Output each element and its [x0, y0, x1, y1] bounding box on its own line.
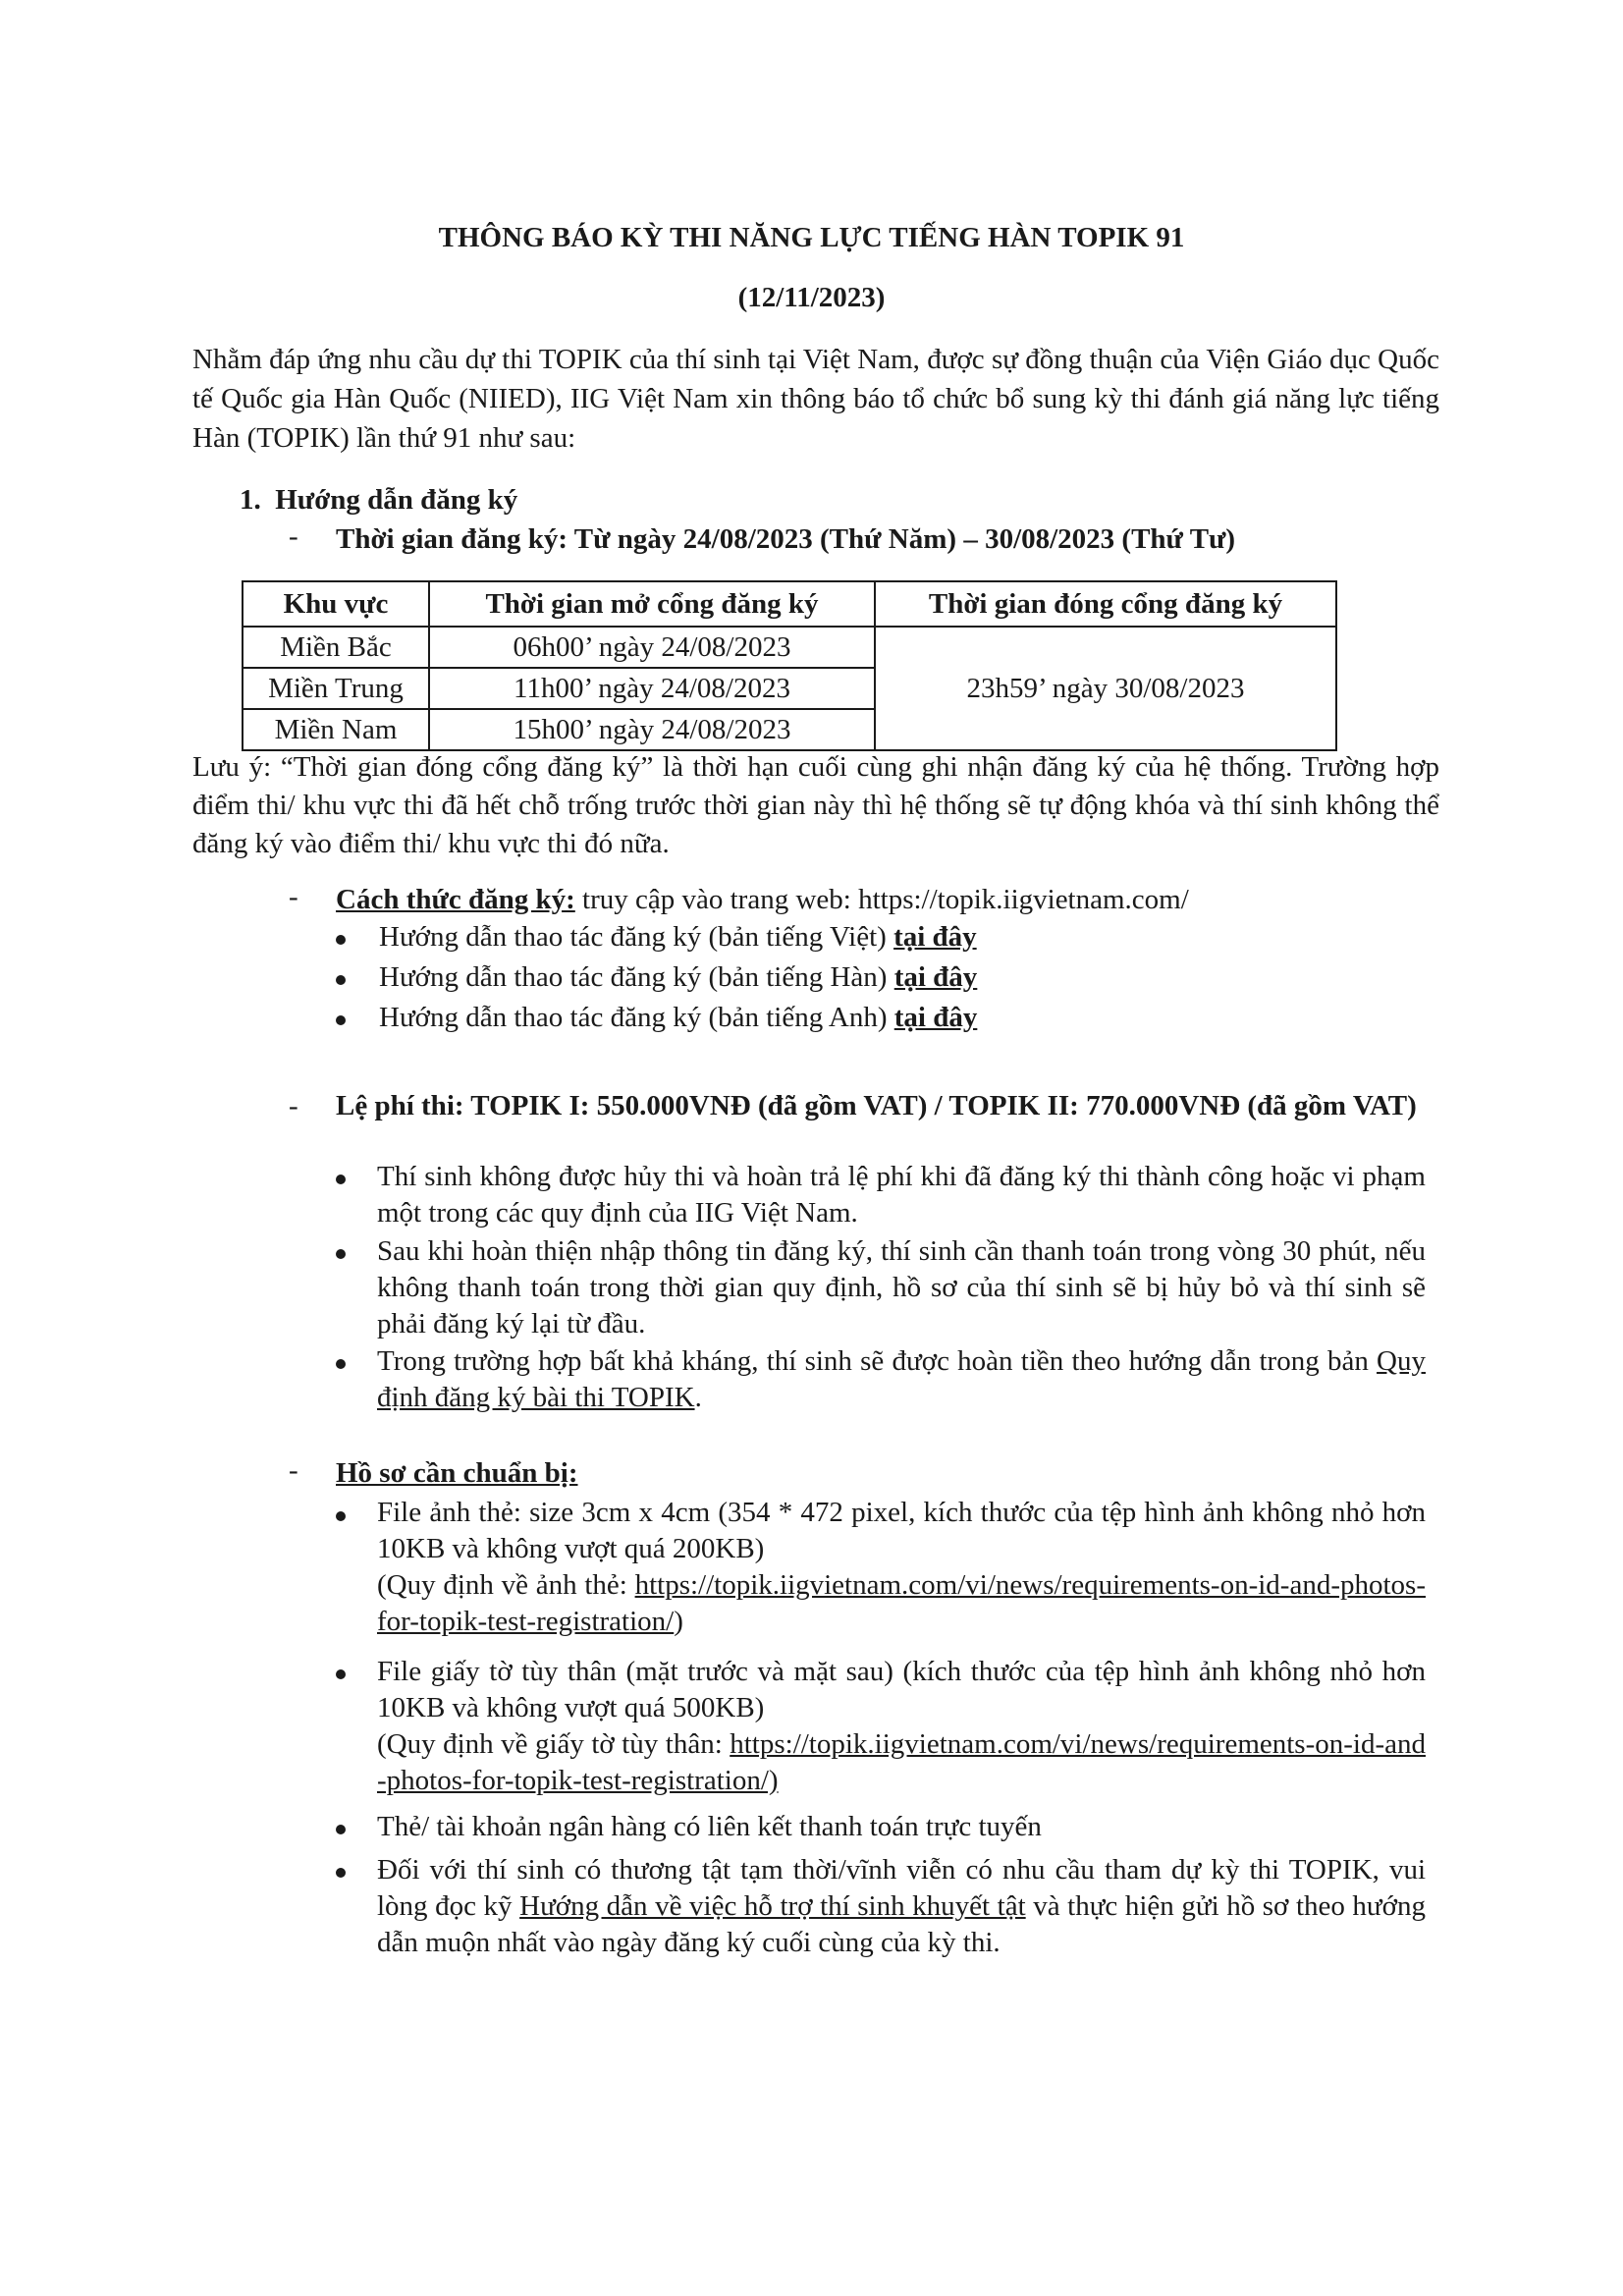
photo-item [377, 1495, 1426, 1640]
guide-item [379, 958, 977, 996]
disabled-support-item [377, 1852, 1426, 1961]
section-1-heading [240, 481, 517, 519]
disabled-guide-link[interactable]: Hướng dẫn về việc hỗ trợ thí sinh khuyết tật [519, 1890, 1026, 1922]
bullet-icon [336, 1825, 346, 1834]
section-number: 1. [240, 484, 261, 516]
guide-item [379, 999, 977, 1036]
table-header: Thời gian mở cổng đăng ký [429, 581, 875, 627]
refund-text: Trong trường hợp bất khả kháng, thí sinh sẽ được hoàn tiền theo hướng dẫn trong bản [377, 1345, 1378, 1377]
fee-item: Thí sinh không được hủy thi và hoàn trả lệ phí khi đã đăng ký thi thành công hoặc vi phạm một trong các quy định của IIG Việt Nam. [377, 1161, 1426, 1229]
bullet-icon [336, 1669, 346, 1679]
dash-marker: - [289, 1454, 298, 1486]
fee-item [377, 1343, 1426, 1416]
bullet-icon [336, 975, 346, 985]
documents-heading: Hồ sơ cần chuẩn bị: [336, 1457, 578, 1489]
registration-note: Lưu ý: “Thời gian đóng cổng đăng ký” là thời hạn cuối cùng ghi nhận đăng ký của hệ thống. Trường hợp điểm thi/ khu vực thi đã hết chỗ trống trước thời gian này thì hệ thống sẽ tự động khóa và thí sinh không thể đăng ký vào điểm thi/ khu vực thi đó nữa. [192, 751, 1439, 859]
intro-paragraph: Nhằm đáp ứng nhu cầu dự thi TOPIK của thí sinh tại Việt Nam, được sự đồng thuận của Viện Giáo dục Quốc tế Quốc gia Hàn Quốc (NIIED), IIG Việt Nam xin thông báo tổ chức bổ sung kỳ thi đánh giá năng lực tiếng Hàn (TOPIK) lần thứ 91 như sau: [192, 344, 1439, 454]
id-rule-text: (Quy định về giấy tờ tùy thân: [377, 1728, 730, 1760]
refund-rules-link[interactable]: Quy định đăng ký bài thi TOPIK [377, 1345, 1426, 1413]
photo-rule-link[interactable]: https://topik.iigvietnam.com/vi/news/requirements-on-id-and-photos-for-topik-test-registration/ [377, 1569, 1426, 1637]
method-text: truy cập vào trang web: https://topik.iigvietnam.com/ [574, 884, 1189, 915]
id-requirement: File giấy tờ tùy thân (mặt trước và mặt sau) (kích thước của tệp hình ảnh không nhỏ hơn 10KB và không vượt quá 500KB) [377, 1656, 1426, 1723]
table-header: Khu vực [243, 581, 429, 627]
document-date: (12/11/2023) [737, 282, 886, 313]
registration-schedule-table [242, 580, 1337, 751]
photo-rule-end: ) [674, 1606, 683, 1637]
region-cell: Miền Trung [243, 668, 429, 709]
fee-heading: Lệ phí thi: TOPIK I: 550.000VNĐ (đã gồm VAT) / TOPIK II: 770.000VNĐ (đã gồm VAT) [336, 1090, 1417, 1121]
bank-card-item: Thẻ/ tài khoản ngân hàng có liên kết thanh toán trực tuyến [377, 1811, 1042, 1842]
photo-rule [377, 1567, 1426, 1640]
disabled-text: Đối với thí sinh có thương tật tạm thời/vĩnh viễn có nhu cầu tham dự kỳ thi TOPIK, vui lòng đọc kỹ [377, 1854, 1426, 1922]
document-title: THÔNG BÁO KỲ THI NĂNG LỰC TIẾNG HÀN TOPIK 91 [438, 222, 1185, 253]
bullet-icon [336, 1015, 346, 1025]
table-header: Thời gian đóng cổng đăng ký [875, 581, 1336, 627]
photo-rule-text: (Quy định về ảnh thẻ: [377, 1569, 635, 1601]
guide-text: Hướng dẫn thao tác đăng ký (bản tiếng Việt) [379, 921, 894, 953]
guide-item [379, 918, 977, 956]
id-rule-link[interactable]: https://topik.iigvietnam.com/vi/news/requirements-on-id-and-photos-for-topik-test-registration/) [377, 1728, 1426, 1796]
open-time-cell: 06h00’ ngày 24/08/2023 [429, 627, 875, 668]
guide-link[interactable]: tại đây [893, 921, 977, 953]
registration-time: Thời gian đăng ký: Từ ngày 24/08/2023 (Thứ Năm) – 30/08/2023 (Thứ Tư) [336, 523, 1236, 555]
open-time-cell: 11h00’ ngày 24/08/2023 [429, 668, 875, 709]
guide-link[interactable]: tại đây [893, 1002, 978, 1033]
dash-marker: - [289, 520, 298, 552]
bullet-icon [336, 1511, 346, 1521]
bullet-icon [336, 1249, 346, 1259]
refund-end: . [694, 1382, 702, 1413]
region-cell: Miền Bắc [243, 627, 429, 668]
bullet-icon [336, 1175, 346, 1184]
id-rule [377, 1726, 1426, 1799]
guide-text: Hướng dẫn thao tác đăng ký (bản tiếng Anh) [379, 1002, 894, 1033]
disabled-end: và thực hiện gửi hồ sơ theo hướng dẫn muộn nhất vào ngày đăng ký cuối cùng của kỳ thi. [377, 1890, 1426, 1958]
table-row [243, 627, 1336, 668]
bullet-icon [336, 1868, 346, 1878]
method-label: Cách thức đăng ký: [336, 884, 575, 915]
photo-requirement: File ảnh thẻ: size 3cm x 4cm (354 * 472 pixel, kích thước của tệp hình ảnh không nhỏ hơn 10KB và không vượt quá 200KB) [377, 1497, 1426, 1564]
bullet-icon [336, 935, 346, 945]
table-header-row [243, 581, 1336, 627]
id-item [377, 1654, 1426, 1799]
guide-text: Hướng dẫn thao tác đăng ký (bản tiếng Hàn) [379, 961, 894, 993]
section-title: Hướng dẫn đăng ký [275, 484, 518, 516]
registration-method [336, 881, 1189, 918]
close-time-cell: 23h59’ ngày 30/08/2023 [875, 627, 1336, 750]
guide-link[interactable]: tại đây [893, 961, 978, 993]
dash-marker: - [289, 881, 298, 912]
fee-item: Sau khi hoàn thiện nhập thông tin đăng ký, thí sinh cần thanh toán trong vòng 30 phút, nếu không thanh toán trong thời gian quy định, hồ sơ của thí sinh sẽ bị hủy bỏ và thí sinh sẽ phải đăng ký lại từ đầu. [377, 1235, 1426, 1339]
bullet-icon [336, 1359, 346, 1369]
region-cell: Miền Nam [243, 709, 429, 750]
dash-marker: - [289, 1090, 298, 1121]
open-time-cell: 15h00’ ngày 24/08/2023 [429, 709, 875, 750]
